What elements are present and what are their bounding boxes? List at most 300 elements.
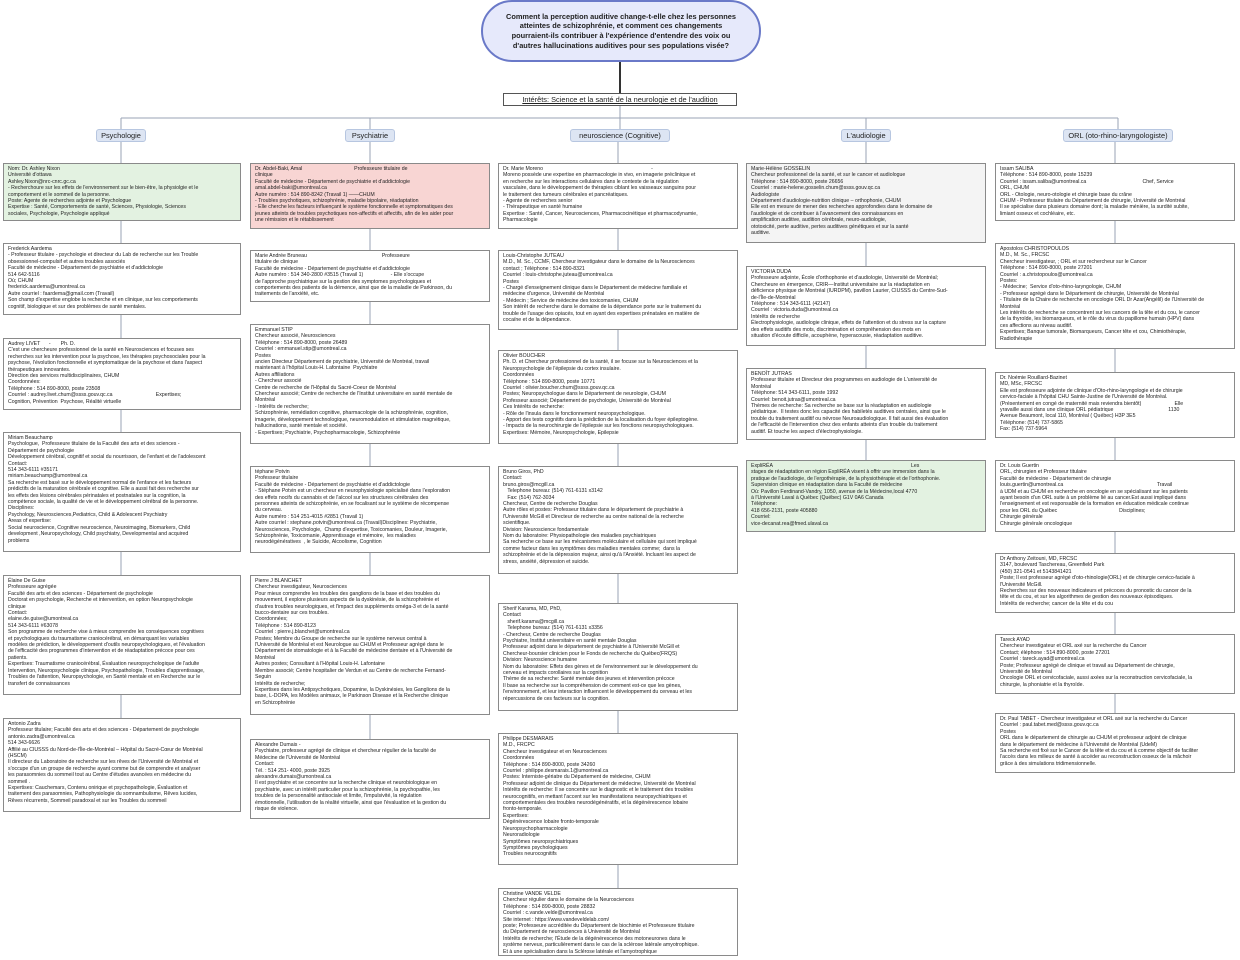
card-line: dans le département de médecine à l'Université de Montréal (UdeM) bbox=[1000, 741, 1157, 748]
card-line: Supervision clinique en réadaptation dans la Faculté de médecine bbox=[751, 482, 903, 489]
card-line: en recherche sur les interactions cellulaires dans le contexte de la régulation bbox=[503, 178, 679, 185]
card-line: (Présentement en congé de maternité mais reviendra bientôt) Elle bbox=[1000, 400, 1184, 407]
researcher-card[interactable] bbox=[498, 733, 738, 865]
card-line: Chercheur-boursier clinicien pour le Fonds de recherche du Québec(FRQS) bbox=[503, 650, 678, 657]
researcher-card[interactable] bbox=[995, 634, 1235, 694]
card-line: CHUM - Professeur titulaire du Département de chirurgie, Université de Montréal bbox=[1000, 198, 1186, 205]
card-line: miriam.beauchamp@umontreal.ca bbox=[8, 473, 88, 480]
card-line: poste; Professeure accréditée du Département de biochimie et Professeure titulaire bbox=[503, 923, 695, 930]
card-line: Contact: bbox=[8, 610, 28, 617]
card-line: - Elle cherche les facteurs influençant le système fonctionnelle et symptomatiques des bbox=[255, 204, 453, 211]
card-line: Expertises: Cauchemars, Contenu onirique et psychopathologie, Évaluation et bbox=[8, 785, 188, 792]
category-orl[interactable] bbox=[1063, 129, 1173, 142]
card-line: Courriel : olivier.boucher.chum@ssss.gouv.qc.ca bbox=[503, 385, 615, 392]
card-line: Postes; Neuropsychologue dans le Département de neurologie, CHUM bbox=[503, 391, 666, 398]
card-line: - Agente de recherches senior bbox=[503, 198, 573, 205]
category-psychiatrie[interactable] bbox=[345, 129, 395, 142]
card-line: hallucinations, santé mentale et société. bbox=[255, 423, 347, 430]
card-line: Son champ d'expertise englobe la recherche et en clinique, sur les comportements bbox=[8, 297, 198, 304]
card-line: ayant besoin d'un ORL suite à un problème lié au cancer.Est aussi impliqué dans bbox=[1000, 495, 1186, 502]
card-line: - Intérêts de recherche; bbox=[255, 403, 309, 410]
card-line: Division: Neuroscience fondamentale bbox=[503, 526, 589, 533]
researcher-card[interactable] bbox=[995, 713, 1235, 773]
card-line: Montréal bbox=[255, 397, 276, 404]
card-line: neurodégénératives , le Suicide, Alcoolisme, Cognition bbox=[255, 539, 382, 546]
card-line: Dégénérescence lobaire fronto-temporale bbox=[503, 819, 599, 826]
card-line: les effets des lésions cérébrales périnatales et postnatales sur la cognition, la bbox=[8, 492, 186, 499]
card-line: Ces Intérêts de recherche: bbox=[503, 404, 565, 411]
card-line: Postes: Interniste-gériatre du Département de médecine, CHUM bbox=[503, 774, 651, 781]
card-line: de-l'Île-de-Montréal bbox=[751, 294, 796, 301]
researcher-card[interactable] bbox=[995, 460, 1235, 532]
card-line: Sa recherche ce base sur les mécanismes moléculaire et cellulaire qui sont impliqué bbox=[503, 539, 697, 546]
card-line: Schizophrénie, remédiation cognitive, pharmacologie de la schizophrénie, cognition, bbox=[255, 410, 448, 417]
card-line: stages de réadaptation en région ExpliRÉA visent à offrir une immersion dans la bbox=[751, 469, 935, 476]
researcher-card[interactable] bbox=[3, 163, 241, 221]
card-line: - Chercheur associé bbox=[255, 378, 302, 385]
researcher-card[interactable] bbox=[995, 553, 1235, 613]
card-line: Dr Anthony Zeitouni, MD, FRCSC bbox=[1000, 556, 1078, 562]
category-label: Psychologie bbox=[101, 131, 141, 140]
card-line: Montréal bbox=[1000, 303, 1021, 310]
card-line: de l'efficacité de l'intervention chez des enfants atteints d'un trouble du traitement bbox=[751, 422, 938, 429]
researcher-card[interactable] bbox=[746, 266, 986, 346]
card-line: Pour mieux comprendre les troubles des ganglions de la base et des troubles du bbox=[255, 590, 440, 597]
card-line: Pierre J BLANCHET bbox=[255, 578, 302, 584]
card-line: Où: Pavillon Ferdinand-Vandry, 1050, avenue de la Médecine,local 4770 bbox=[751, 488, 918, 495]
card-line: Chercheur investigateur et ORL axé sur la recherche du Cancer bbox=[1000, 643, 1147, 650]
research-question-node[interactable] bbox=[481, 0, 761, 62]
card-line: BENOÎT JUTRAS bbox=[751, 371, 792, 377]
card-line: Postes bbox=[255, 352, 271, 359]
card-line: Olivier BOUCHER bbox=[503, 353, 546, 359]
card-line: Élaine De Guise bbox=[8, 578, 46, 584]
researcher-card[interactable] bbox=[3, 432, 241, 552]
card-line: Nom du laboratoire: Physiopathologie des maladies psychiatriques bbox=[503, 533, 657, 540]
card-line: Nom du laboratoire: Effets des gènes et de l'environnement sur le développement du bbox=[503, 663, 698, 670]
card-line: 514 343-6626 bbox=[8, 740, 41, 747]
card-line: Frederick Aardema bbox=[8, 246, 52, 252]
card-line: Professeure adjointe, École d'orthophonie et d'audiologie, Université de Montréal; bbox=[751, 275, 939, 282]
card-line: 514 642-5116 bbox=[8, 271, 40, 278]
card-line: Coordonnées bbox=[503, 755, 535, 762]
researcher-card[interactable] bbox=[746, 368, 986, 440]
card-line: Il base sa recherche sur la compréhension de comment est-ce que les gènes, bbox=[503, 682, 682, 689]
card-line: les parasomnies du sommeil tout au Centre d'études avancées en médecine du bbox=[8, 772, 191, 779]
card-line: vice-decanat.rea@fmed.ulaval.ca bbox=[751, 520, 829, 527]
card-line: Oncologie ORL et cervicofaciale, aussi axées sur la reconstruction cervicofaciale, la bbox=[1000, 675, 1193, 682]
researcher-card[interactable] bbox=[250, 575, 490, 715]
card-line: Neuropsychopharmacologie bbox=[503, 825, 568, 832]
category-label: Psychiatrie bbox=[351, 131, 389, 140]
card-line: l'Université McGill et Directeur de recherche au centre national de la recherche bbox=[503, 513, 684, 520]
research-question-text: Comment la perception auditive change-t-elle chez les personnes atteintes de schizophrénie, et comment ces changements pourraient-ils contribuer à l'expérience d'entendre des voix ou d'autres hallucinations auditives pour ses populations visée? bbox=[506, 11, 736, 50]
card-line: Professeur adjoint dans le département de psychiatrie à l'Université McGill et bbox=[503, 644, 680, 651]
card-line: le traitement des tumeurs cérébrales et pancréatiques. bbox=[503, 191, 629, 198]
card-line: Fax: (514) 737-5964 bbox=[1000, 426, 1048, 433]
card-line: Téléphone : 514 890-8000, poste 28832 bbox=[503, 903, 596, 910]
card-line: Affilié au CIUSSS du Nord-de-l'Île-de-Montréal – Hôpital du Sacré-Cœur de Montréal bbox=[8, 746, 203, 753]
card-line: l'Université de Montréal et est Neurologue au CHUM et Professeur agrégé dans le bbox=[255, 642, 444, 649]
researcher-card[interactable] bbox=[250, 324, 490, 444]
card-line: Elle est en mesure de mener des recherches approfondies dans le domaine de bbox=[751, 204, 933, 211]
card-line: Ph. D. et Chercheur professionnel de la santé, il se focuse sur la Neurosciences et la bbox=[503, 359, 698, 366]
card-line: Telephone bureau: (514) 761-6131 x3142 bbox=[503, 488, 603, 495]
card-line: déficience physique de Montréal (IURDPM), pavillon Laurier, CIUSSS du Centre-Sud- bbox=[751, 288, 948, 295]
card-line: alexandre.dumais@umontreal.ca bbox=[255, 774, 332, 781]
card-line: comme facteur dans les symptômes des maladies mentales comme; dans la bbox=[503, 545, 681, 552]
card-line: - Thérapeutique en santé humaine bbox=[503, 204, 583, 211]
researcher-card[interactable] bbox=[250, 250, 490, 302]
card-line: mouvement, il explore plusieurs aspects de la dyskinésie, de la schizophrénie et bbox=[255, 597, 439, 604]
card-line: - Professeur agrégé dans le Département de chirurgie, Université de Montréal bbox=[1000, 290, 1179, 297]
card-line: Faculté de médecine - Département de psychiatrie et d'addictologie bbox=[255, 265, 410, 272]
card-line: compétence sociale, la qualité de vie et le développement cérébral de la personne. bbox=[8, 499, 199, 506]
card-line: sommeil . bbox=[8, 778, 31, 785]
card-line: imagerie, développement technologique, neuromodulation et stimulation magnétique, bbox=[255, 416, 451, 423]
card-line: Expertises; Banque tumorale, Biomarqueurs, Cancer tête et cou, Chimiothérapie, bbox=[1000, 329, 1187, 336]
card-line: sherif.karama@mcgill.ca bbox=[503, 618, 565, 625]
card-line: Poste; Il est professeur agrégé d'oto-rhinologie(ORL) et de chirurgie cervico-faciale à bbox=[1000, 575, 1195, 582]
card-line: psychiatrie, avec un intérêt particulier pour la schizophrénie, la psychopathie, les bbox=[255, 786, 440, 793]
card-line: Cognition, Prévention Psychose, Réalité virtuelle bbox=[8, 398, 122, 405]
card-line: Thèmes de recherche: Sa recherche se base sur la réadaptation en audiologie bbox=[751, 403, 932, 410]
card-line: Doctorat en psychologie, Recherche et intervention, en option Neuropsychologie bbox=[8, 597, 193, 604]
card-line: l'Université McGill. bbox=[1000, 581, 1043, 588]
researcher-card[interactable] bbox=[250, 466, 490, 553]
card-line: traitements de l'anxiété, etc. bbox=[255, 291, 320, 298]
researcher-card[interactable] bbox=[498, 603, 738, 711]
card-line: Département de psychologie bbox=[8, 447, 75, 454]
card-line: l'environnement, et leur interaction influencent le développement du cerveau et les bbox=[503, 689, 693, 696]
card-line: Chirurgie générale oncologique bbox=[1000, 520, 1073, 527]
card-line: Téléphone : 514 343-6111 (42147) bbox=[751, 301, 831, 308]
card-line: 514 343-6111 #35171 bbox=[8, 467, 58, 474]
interests-label: Intérêts: Science et la santé de la neurologie et de l'audition bbox=[522, 95, 718, 104]
card-line: Postes; Membre du Groupe de recherche sur le système nerveux central à bbox=[255, 635, 427, 642]
card-line: Intérêts de recherche: Il se concentre sur le diagnostic et le traitement des troubles bbox=[503, 787, 694, 794]
category-psychologie[interactable] bbox=[96, 129, 146, 142]
card-line: Contact; éléphone : 514 890-8000, poste 27201 bbox=[1000, 649, 1110, 656]
card-line: Symptômes psychologiques bbox=[503, 844, 568, 851]
card-line: Elle est professeure adjointe de clinique d'Oto-rhino-laryngologie et de chirurgie bbox=[1000, 387, 1183, 394]
card-line: Chercheure en émergence, CRIR—Institut universitaire sur la réadaptation en bbox=[751, 281, 930, 288]
card-line: Autre numéro : 514 890-8242 (Travail 1) ——CHUM bbox=[255, 191, 375, 198]
card-line: Faculté de médecine - Département de psychiatrie et d'addictologie bbox=[8, 265, 163, 272]
card-line: Audiologiste bbox=[751, 191, 780, 198]
card-line: M.D., M. Sc., CCMF, Chercheur investigateur dans le domaine de la Neurosciences bbox=[503, 259, 695, 266]
card-line: Courriel : emmanuel.stip@umontreal.ca bbox=[255, 346, 347, 353]
card-line: Troubles de l'attention, Neuropsychologie, en Santé mentale et en Recherche sur le bbox=[8, 674, 201, 681]
card-line: situation d'écoute difficile, acouphène, hyperacousie, réadaptation auditive. bbox=[751, 333, 924, 340]
card-line: Coordonnées bbox=[503, 372, 535, 379]
card-line: louis.guertin@umontreal.ca Travail bbox=[1000, 482, 1173, 489]
card-line: comportement et le sommeil de la personne. bbox=[8, 191, 111, 198]
card-line: Intérêts de recherche; bbox=[255, 680, 306, 687]
card-line: Psychiatre, Institut universitaire en santé mentale Douglas bbox=[503, 638, 637, 645]
card-line: Courriel : c.vande.velde@umontreal.ca bbox=[503, 910, 593, 917]
researcher-card[interactable] bbox=[498, 350, 738, 444]
card-line: de l'approche psychiatrique sur la gestion des symptomes psychologiques et bbox=[255, 278, 432, 285]
card-line: Professeur associé; Département de psychologie, Université de Montréal bbox=[503, 397, 671, 404]
card-line: contact ; Téléphone : 514 890-8321 bbox=[503, 265, 585, 272]
card-line: fronto-temporale. bbox=[503, 806, 543, 813]
card-line: - Titulaire de la Chaire de recherche en oncologie ORL Dr Azar(Angélil) de l'Université de bbox=[1000, 297, 1205, 304]
card-line: Faculté de médecine - Département de chirurgie bbox=[1000, 475, 1112, 482]
card-line: - Médecin ; Service de médecine des toxicomanies, CHUM bbox=[503, 297, 639, 304]
card-line: trouble du traitement auditif ou névrose Neuroaudiologique. Il fait aussi des évaluation bbox=[751, 415, 949, 422]
card-line: 418 656-2131, poste 405880 bbox=[751, 507, 818, 514]
card-line: - Apport des tests cognitifs dans la prédiction de la localisation du foyer épileptogène. bbox=[503, 417, 699, 424]
card-line: Symptômes neuropsychiatriques bbox=[503, 838, 579, 845]
card-line: comportements des patients de la démence, ainsi que de la maladie de Parkinson, du bbox=[255, 285, 452, 292]
card-line: Professeur adjoint de clinique du Département de médecine, Université de Montréal bbox=[503, 780, 696, 787]
category-neuroscience[interactable] bbox=[570, 129, 670, 142]
card-line: Pharmacologie bbox=[503, 217, 538, 224]
card-line: - Troubles psychotiques, schizophrénie, maladie bipolaire, réadaptation bbox=[255, 198, 419, 205]
card-line: trouble de l'usage des opiacés, tout en ayant des expertises prénatales en matière de bbox=[503, 310, 700, 317]
card-line: Téléphone : 514 890-8000, poste 26489 bbox=[255, 339, 348, 346]
card-line: - Impacts de la neurochirurgie de l'épilepsie sur les fonctions neuropsychologiques. bbox=[503, 423, 694, 430]
card-line: Courriel : issam.saliba@umontreal.ca Chef, Service bbox=[1000, 178, 1174, 185]
card-line: Postes: bbox=[1000, 278, 1018, 285]
card-line: psychose, l'évolution fonctionnelle et symptomatique de la psychose et dans l'aspect bbox=[8, 360, 203, 367]
card-line: pour les ORL du Québec Disciplines; bbox=[1000, 507, 1146, 514]
card-line: Contact: bbox=[255, 761, 275, 768]
category-audiologie[interactable] bbox=[841, 129, 891, 142]
card-line: comportementales des troubles neurodégénératifs, et la dégénérescence lobaire bbox=[503, 800, 689, 807]
card-line: Ashley.Nixon@nrc-cnrc.gc.ca bbox=[8, 178, 76, 185]
card-line: grâce à des simulations tridimensionnelle. bbox=[1000, 760, 1097, 767]
card-line: Marie Andrée Bruneau Professeure bbox=[255, 253, 410, 259]
card-line: Chirurgie générale bbox=[1000, 514, 1043, 521]
researcher-card[interactable] bbox=[746, 460, 986, 532]
card-line: Téléphone: (514) 737-5865 bbox=[1000, 419, 1063, 426]
card-line: Neuropsychologie de l'épilepsie du cortex insulaire. bbox=[503, 365, 621, 372]
card-line: thérapeutiques innovantes. bbox=[8, 366, 71, 373]
card-line: Centre de recherche de l'Hôpital du Sacré-Coeur de Montréal bbox=[255, 384, 397, 391]
card-line: M.D., FRCPC bbox=[503, 742, 535, 749]
card-line: (450) 321-0541 et 5143841421 bbox=[1000, 568, 1072, 575]
card-line: Postes bbox=[503, 278, 519, 285]
card-line: troubles de la personnalité antisociale et limite, l'impulsivité, la régulation bbox=[255, 793, 422, 800]
card-line: émotionnelle, l'utilisation de la réalité virtuelle, ainsi que l'évaluation et la gestion du bbox=[255, 799, 447, 806]
card-line: Antonio Zadra bbox=[8, 721, 41, 727]
card-line: chirurgie, la phoniatrie et la thyroïde. bbox=[1000, 681, 1084, 688]
card-line: Téléphone : 514 890-8000, poste 27201 bbox=[1000, 265, 1093, 272]
card-line: Département d'audiologie-nutrition clinique – orthophonie, CHUM bbox=[751, 198, 901, 205]
card-line: Sa recherche est fixé sur le Cancer de la tête et du cou et à comme objectif de faciliter bbox=[1000, 748, 1199, 755]
card-line: Direction des services multidisciplinaires, CHUM bbox=[8, 373, 120, 380]
card-line: Sherif Karama, MD, PhD, bbox=[503, 606, 562, 612]
card-line: Son intérêt de recherche dans le domaine de la dépendance porte sur le traitement du bbox=[503, 304, 702, 311]
card-line: vasculaire, dans le développement de thérapies ciblant les vaisseaux sanguins pour bbox=[503, 185, 696, 192]
card-line: Psychology, Neurosciences,Pediatrics, Child & Adolescent Psychiatry bbox=[8, 511, 168, 518]
researcher-card[interactable] bbox=[498, 250, 738, 330]
card-line: Apostolos CHRISTOPOULOS bbox=[1000, 246, 1070, 252]
card-line: l'accès dans les milieux de santé à accéder au reconstruction osseux de la mâchoir bbox=[1000, 754, 1192, 761]
card-line: base, L-DOPA, les Modèles animaux, le Parkinson Disease et la Recherche clinique bbox=[255, 693, 449, 700]
card-line: cognitif, biologique et sur des problèmes de santé mentales. bbox=[8, 303, 147, 310]
card-line: Expertises dans les Antipsychotiques, Dopamine, la Dyskinésies, les Ganglions de la bbox=[255, 686, 450, 693]
card-line: sociales, Psychologie, Psychologie appliqué bbox=[8, 210, 110, 217]
researcher-card[interactable] bbox=[746, 163, 986, 243]
card-line: - Recherchoure sur les effets de l'environnement sur le bien-être, la physiolgie et le bbox=[8, 185, 199, 192]
card-line: Courriel : audrey.livet.chum@ssss.gouv.qc.ca Expertises; bbox=[8, 392, 182, 399]
card-line: (HSCM) bbox=[8, 753, 27, 760]
card-line: development ,Neuropsychology, Child psychiatry, Developmental and acquired bbox=[8, 531, 189, 538]
card-line: titulaire de clinique bbox=[255, 259, 298, 266]
card-line: elaine.de.guise@umontreal.ca bbox=[8, 616, 79, 623]
card-line: Son programme de recherche vise à mieux comprendre les conséquences cognitives bbox=[8, 629, 204, 636]
category-label: neuroscience (Cognitive) bbox=[579, 131, 661, 140]
card-line: Moreno possède une expertise en pharmacologie in vivo, en imagerie préclinique et bbox=[503, 172, 696, 179]
card-line: Poste: Agente de recherches adjointe et Psychologue bbox=[8, 198, 132, 205]
card-line: ancien Directeur Département de psychiatrie, Université de Montréal, travail bbox=[255, 359, 430, 366]
card-line: Courriel: benoit.jutras@umontreal.ca bbox=[751, 396, 836, 403]
card-line: 3147, boulevard Taschereau, Greenfield Park bbox=[1000, 562, 1105, 569]
researcher-card[interactable] bbox=[250, 739, 490, 819]
card-line: antonio.zadra@umontreal.ca bbox=[8, 733, 75, 740]
card-line: amal.abdel-baki@umontreal.ca bbox=[255, 185, 327, 192]
card-line: patients. bbox=[8, 654, 28, 661]
card-line: pratique de l'audiologie, de l'ergothérapie, de la physiothérapie et de l'orthophonie. bbox=[751, 475, 941, 482]
researcher-card[interactable] bbox=[498, 163, 738, 229]
card-line: Autre courriel : faardema@gmail.com (Travail) bbox=[8, 290, 115, 297]
card-line: à UDM et au CHUM en recherche en oncologie en se spécialisant sur les patients bbox=[1000, 488, 1188, 495]
card-line: ORL, CHUM bbox=[1000, 185, 1030, 192]
card-line: Thème de sa recherche: Santé mentale des jeunes et intervention précoce bbox=[503, 676, 675, 683]
researcher-card[interactable] bbox=[3, 718, 241, 812]
researcher-card[interactable] bbox=[3, 338, 241, 410]
card-line: Chercheur, Centre de recherche Douglas bbox=[503, 501, 598, 508]
card-line: M.D., M. Sc., FRCSC bbox=[1000, 252, 1050, 259]
card-line: Courriel : louis-christophe.juteau@umontreal.ca bbox=[503, 272, 613, 279]
card-line: Électrophysiologie, audiologie clinique, effets de l'attention et du stress sur la capture bbox=[751, 320, 946, 327]
card-line: ototoxicité, perte auditive, pertes auditives génétiques et sur la santé bbox=[751, 223, 909, 230]
card-line: du cerveau. bbox=[255, 507, 283, 514]
card-line: Département de stomatologie et à la Faculté de médecine dentaire et à l'Université de bbox=[255, 648, 453, 655]
card-line: - Médecine; Service d'oto-rhino-laryngologie, CHUM bbox=[1000, 284, 1122, 291]
card-line: Contact: bbox=[503, 475, 523, 482]
interests-node[interactable] bbox=[503, 93, 737, 106]
card-line: Marie-Hélène GOSSELIN bbox=[751, 166, 811, 172]
card-line: Radiothérapie bbox=[1000, 335, 1033, 342]
researcher-card[interactable] bbox=[3, 243, 241, 315]
card-line: ORL, chirurgien et Professeur titulaire bbox=[1000, 469, 1087, 476]
card-line: une rémission et le rétablissement bbox=[255, 217, 334, 224]
researcher-card[interactable] bbox=[250, 163, 490, 229]
card-line: à l'Université Laval à Québec (Québec) G1V 0A6 Canada bbox=[751, 495, 884, 502]
card-line: jeunes atteints de troubles psychotiques non-affectifs et affectifs, afin de les aider pour bbox=[255, 210, 454, 217]
card-line: Emmanuel STIP bbox=[255, 327, 293, 333]
card-line: Recherches sur des nouveaux indicateurs et précoces du pronostic du cancer de la bbox=[1000, 588, 1192, 595]
card-line: clinique bbox=[8, 603, 26, 610]
card-line: Autre rôles et postes: Professeur titulaire dans le département de psychiatrie à bbox=[503, 507, 684, 514]
card-line: Où; CHUM bbox=[8, 278, 34, 285]
card-line: Les intérêts de recherche se concentrent sur les cancers de la tête et du cou, le cancer bbox=[1000, 310, 1200, 317]
card-line: Dr. Louis Guertin bbox=[1000, 463, 1039, 469]
card-line: Autres postes; Consultant à l'Hôpital Louis-H. Lafontaine bbox=[255, 661, 385, 668]
card-line: Alexandre Dumais - bbox=[255, 742, 301, 748]
card-line: Social neuroscience, Cognitive neuroscience, Neuroimaging, Biomarkers, Child bbox=[8, 524, 191, 531]
card-line: Issam SALIBA bbox=[1000, 166, 1034, 172]
card-line: problems bbox=[8, 537, 30, 544]
card-line: - Professeur titulaire - psychologie et directeur du Lab de recherche sur les Trouble bbox=[8, 252, 199, 259]
card-line: Téléphone : 514 890-8000, poste 23508 bbox=[8, 385, 101, 392]
card-line: Psychologue, Professeure titulaire de la Faculté des arts et des sciences - bbox=[8, 441, 180, 448]
card-line: Tareck AYAD bbox=[1000, 637, 1030, 643]
card-line: neurocognitifs, en mettant l'accent sur les manifestations neuropsychiatriques et bbox=[503, 793, 687, 800]
card-line: - Expertises; Psychiatrie, Psychopharmacologie, Schizophrénie bbox=[255, 429, 401, 436]
researcher-card[interactable] bbox=[995, 372, 1235, 438]
researcher-card[interactable] bbox=[995, 163, 1235, 221]
card-line: traitement des parasomnies, Pathophysiologie du somnambulisme, Rêves lucides, bbox=[8, 791, 198, 798]
card-line: Coordonnées: bbox=[8, 379, 41, 386]
card-line: Fax: (514) 762-3034 bbox=[503, 494, 555, 501]
card-line: personnes atteints de schizophrénie, en se focalisant sur le système de récompense bbox=[255, 501, 450, 508]
card-line: Courriel : philippe.desmarais.1@umontreal.ca bbox=[503, 768, 609, 775]
card-line: Chercheur associé, Neurosciences bbox=[255, 333, 336, 340]
card-line: Sa recherche est basé sur le développement normal de l'enfance et les facteurs bbox=[8, 479, 192, 486]
card-line: Telephone bureau: (514) 761-6131 x3356 bbox=[503, 625, 603, 632]
card-line: Courriel : paul.tabet.med@ssss.gouv.qc.ca bbox=[1000, 722, 1099, 729]
card-line: Neuroradiologie bbox=[503, 832, 540, 839]
card-line: Il est psychiatre et se concentre sur la recherche clinique et neurobiologique en bbox=[255, 780, 437, 787]
card-line: Chercheur professionnel de la santé, et sur le cancer et audiologue bbox=[751, 172, 906, 179]
card-line: Intérêts de recherche; cancer de la tête et du cou bbox=[1000, 600, 1114, 607]
card-line: Téléphone : 514 890-8000, poste 10771 bbox=[503, 378, 596, 385]
card-line: Poste; Professeur agrégé de clinique et travail au Département de chirurgie, bbox=[1000, 662, 1175, 669]
card-line: Intervention, Neuropsychologie clinique, Psychopathologie, Troubles d'apprentissage, bbox=[8, 667, 205, 674]
card-line: Rêves récurrents, Sommeil paradoxal et sur les Troubles du sommeil bbox=[8, 797, 167, 804]
card-line: recherches sur les intervention pour la psychose, les thérapies psychosociales pour la bbox=[8, 353, 206, 360]
card-line: Chercheur investigateur, ; ORL et sur rechercheur sur le Cancer bbox=[1000, 258, 1147, 265]
card-line: Université d'ottawa bbox=[8, 172, 52, 179]
card-line: téphane Potvin bbox=[255, 469, 290, 475]
card-line: Autre numéro : 514 251-4015 #2851 (Travail 1) bbox=[255, 513, 364, 520]
card-line: l'audiologie et de contribuer à l'avancement des connaissances en bbox=[751, 210, 904, 217]
card-line: Dr. Noémie Rouillard-Bazinet bbox=[1000, 375, 1067, 381]
researcher-card[interactable] bbox=[3, 575, 241, 695]
card-line: auditive. bbox=[751, 230, 771, 237]
researcher-card[interactable] bbox=[498, 466, 738, 574]
card-line: Disciplines: bbox=[8, 505, 35, 512]
card-line: Professeure agrégée bbox=[8, 584, 57, 591]
card-line: Miriam Beauchamp bbox=[8, 435, 53, 441]
card-line: VICTORIA DUDA bbox=[751, 269, 792, 275]
card-line: prédictifs de la maturation cérébrale et cognitive. Elle a aussi fait des recherche sur bbox=[8, 486, 199, 493]
researcher-card[interactable] bbox=[498, 888, 738, 956]
card-line: Expertise : Santé, Comportements de santé, Sciences, Physiologie, Sciences bbox=[8, 204, 186, 211]
card-line: Site internet : https://www.vandeveldelab.com/ bbox=[503, 916, 610, 923]
card-line: cerveau et impacts corollaires sur la cognition bbox=[503, 670, 608, 677]
card-line: Téléphone: bbox=[751, 501, 777, 508]
researcher-card[interactable] bbox=[995, 243, 1235, 349]
card-line: Expertises: bbox=[503, 812, 529, 819]
card-line: Chercheur investigateur, Neurosciences bbox=[255, 584, 347, 591]
card-line: Expertises: Mémoire, Neuropsychologie, Epilepsie bbox=[503, 429, 619, 436]
card-line: C'est une chercheure professionnel de la santé en Neurosciences et focuses ses bbox=[8, 347, 194, 354]
card-line: Troubles neurocognitifs bbox=[503, 851, 557, 858]
card-line: Téléphone: 514 343-6111, poste 1992 bbox=[751, 390, 839, 397]
card-line: des effets nocifs du cannabis et de l'alcool sur les structures cérébrales des bbox=[255, 494, 429, 501]
card-line: Téléphone : 514 890-8123 bbox=[255, 622, 316, 629]
card-line: Contact: bbox=[8, 460, 28, 467]
card-line: Courriel : marie-helene.gosselin.chum@ssss.gouv.qc.ca bbox=[751, 185, 881, 192]
card-line: Chercheur investigateur et en Neurosciences bbox=[503, 748, 607, 755]
card-line: Contact bbox=[503, 612, 521, 619]
